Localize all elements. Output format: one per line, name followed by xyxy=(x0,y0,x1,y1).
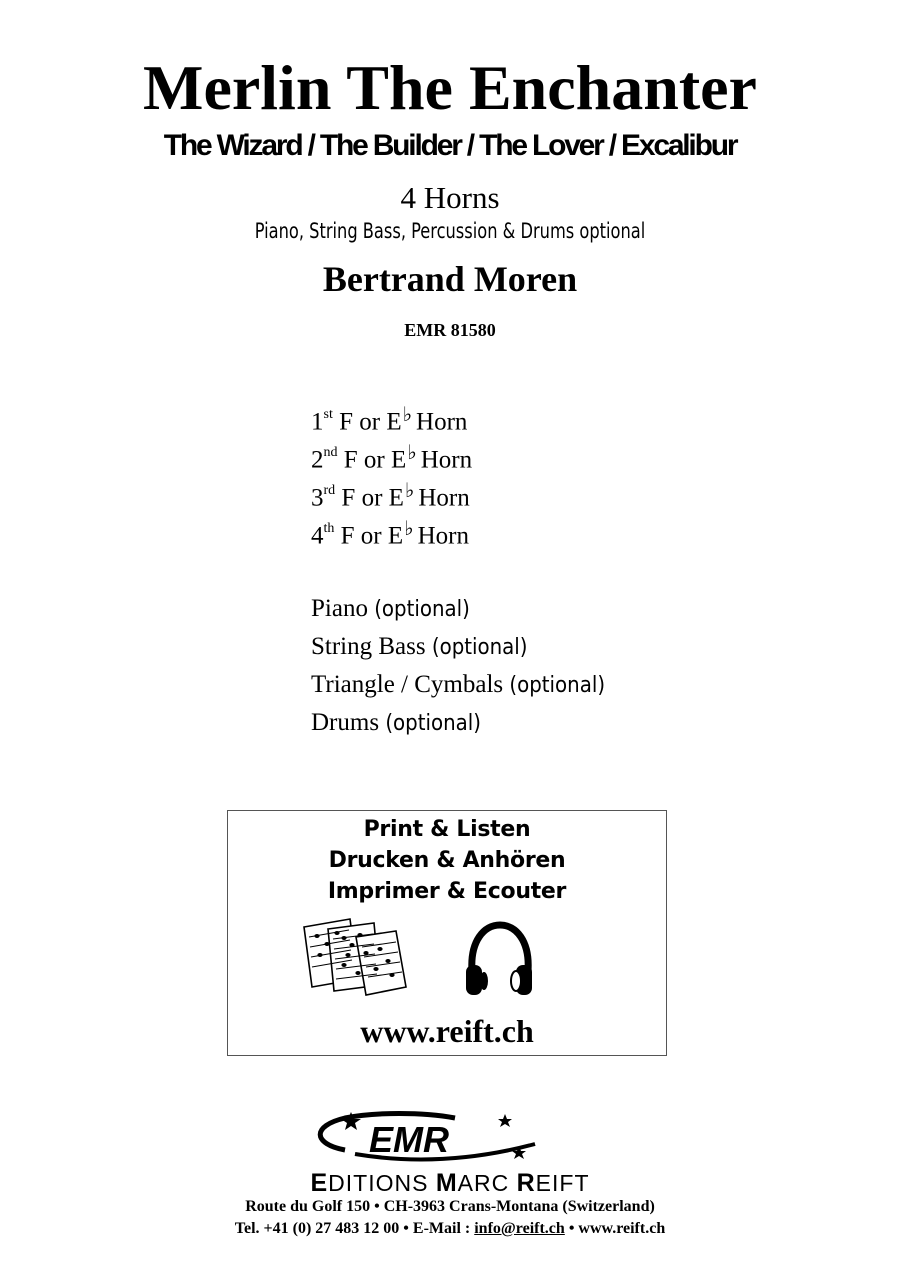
sheet-music-icon xyxy=(300,917,410,997)
part-optional-note: (optional) xyxy=(374,597,470,622)
email-link[interactable]: info@reift.ch xyxy=(474,1220,565,1237)
composer-name: Bertrand Moren xyxy=(322,259,578,299)
part-optional-note: (optional) xyxy=(431,635,528,660)
instrumentation-note: Piano, String Bass, Percussion & Drums optional xyxy=(254,219,646,243)
part-name: String Bass xyxy=(311,633,432,660)
part-ordinal-suffix: rd xyxy=(323,483,336,498)
part-optional-note: (optional) xyxy=(509,673,606,698)
part-ordinal: 1 xyxy=(311,408,324,436)
part-ordinal: 2 xyxy=(311,446,324,474)
publisher-word: DITIONS xyxy=(328,1170,436,1196)
publisher-address: Route du Golf 150 • CH-3963 Crans-Montana (Switzerland) xyxy=(245,1198,655,1215)
part-name: Triangle / Cymbals xyxy=(311,671,510,698)
contact-website: • www.reift.ch xyxy=(564,1220,666,1237)
part-key: F or E xyxy=(335,484,404,512)
part-ordinal-suffix: nd xyxy=(323,445,338,460)
score-subtitle: The Wizard / The Builder / The Lover / Excalibur xyxy=(163,129,737,162)
emr-logo-icon xyxy=(305,1108,545,1168)
contact-phone: Tel. +41 (0) 27 483 12 00 • E-Mail : xyxy=(234,1220,475,1237)
part-ordinal-suffix: th xyxy=(323,521,335,536)
promo-line-english: Print & Listen xyxy=(363,817,531,842)
part-ordinal: 4 xyxy=(311,522,324,550)
promo-website-link[interactable]: www.reift.ch xyxy=(360,1013,534,1049)
part-key: F or E xyxy=(334,522,404,550)
part-name: Piano xyxy=(311,595,375,622)
part-piano xyxy=(311,590,731,628)
ensemble: 4 Horns xyxy=(400,180,500,215)
part-horn-3 xyxy=(311,474,731,512)
part-optional-note: (optional) xyxy=(385,711,481,736)
part-ordinal-suffix: st xyxy=(323,407,333,422)
part-name: Drums xyxy=(311,709,386,736)
part-key: F or E xyxy=(332,408,402,436)
headphones-icon xyxy=(464,921,536,1001)
part-instrument: Horn xyxy=(416,408,468,436)
publisher-initial: E xyxy=(310,1169,329,1197)
part-horn-2 xyxy=(311,436,731,474)
publisher-word: ARC xyxy=(457,1170,517,1196)
promo-line-french: Imprimer & Ecouter xyxy=(327,879,567,904)
parts-list xyxy=(311,398,731,742)
score-title: Merlin The Enchanter xyxy=(143,52,757,123)
flat-icon: ♭ xyxy=(407,442,417,465)
part-string-bass xyxy=(311,628,731,666)
part-horn-4 xyxy=(311,512,731,550)
part-drums xyxy=(311,704,731,742)
flat-icon: ♭ xyxy=(402,404,413,427)
part-horn-1 xyxy=(311,398,731,436)
publisher-name xyxy=(0,1170,900,1196)
publisher-contact xyxy=(0,1219,900,1239)
catalog-number: EMR 81580 xyxy=(404,320,496,340)
logo-text: EMR xyxy=(369,1119,449,1160)
publisher-initial: R xyxy=(516,1169,536,1197)
parts-spacer xyxy=(311,550,731,590)
part-instrument: Horn xyxy=(418,484,470,512)
part-key: F or E xyxy=(337,446,407,474)
part-triangle-cymbals xyxy=(311,666,731,704)
print-listen-box xyxy=(227,810,667,1056)
publisher-initial: M xyxy=(435,1169,458,1197)
part-instrument: Horn xyxy=(417,522,469,550)
promo-line-german: Drucken & Anhören xyxy=(328,848,566,873)
flat-icon: ♭ xyxy=(404,518,414,541)
part-instrument: Horn xyxy=(420,446,473,474)
part-ordinal: 3 xyxy=(311,484,324,512)
flat-icon: ♭ xyxy=(404,480,415,503)
publisher-word: EIFT xyxy=(535,1170,590,1196)
